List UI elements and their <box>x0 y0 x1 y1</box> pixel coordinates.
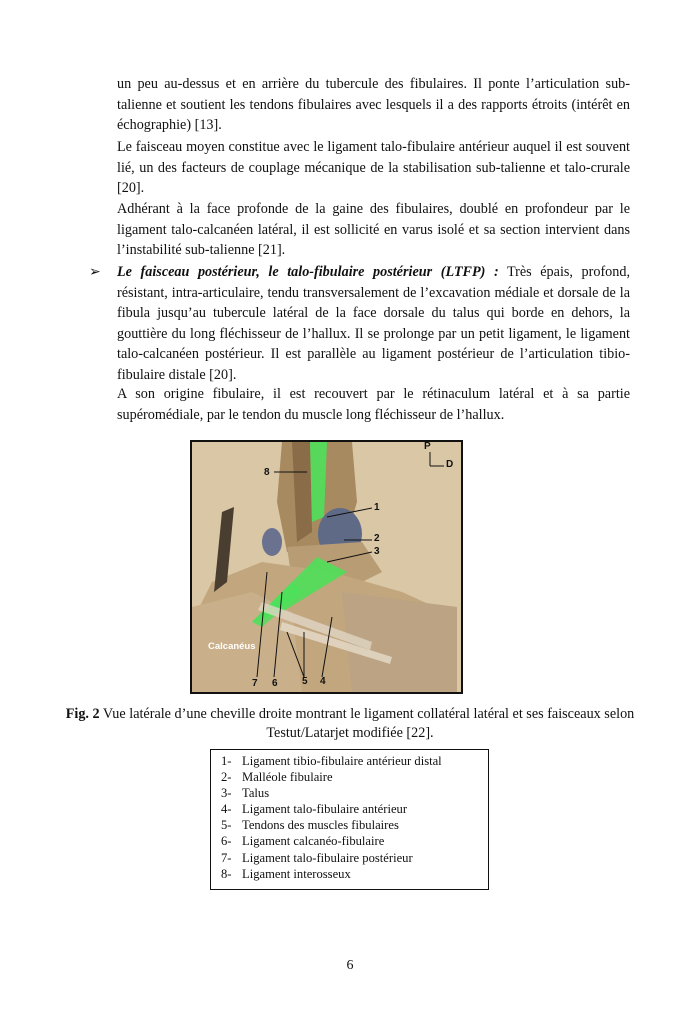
orientation-d-label: D <box>446 459 454 470</box>
figure-legend <box>210 749 489 890</box>
legend-item: 5- Tendons des muscles fibulaires <box>221 818 399 833</box>
legend-item: 7- Ligament talo-fibulaire postérieur <box>221 850 413 865</box>
marker-5: 5 <box>302 676 308 687</box>
marker-6: 6 <box>272 678 278 689</box>
paragraph-followup: A son origine fibulaire, il est recouvert par le rétinaculum latéral et à sa partie supéromédiale, par le tendon du muscle long fléchisseur de l’hallux. <box>117 386 630 423</box>
anatomy-figure <box>190 440 463 694</box>
bullet-text: Très épais, profond, résistant, intra-articulaire, tendu transversalement de l’excavation médiale et dorsale de la fibula jusqu’au tubercule latéral de la face dorsale du talus qui borde en dehors, la gouttière du long fléchisseur de l’hallux. Il se prolonge par un petit ligament, le ligament talo-calcanéen postérieur. Il est parallèle au ligament postérieur de l’articulation tibio-fibulaire distale [20]. <box>117 264 630 383</box>
ankle-illustration <box>192 442 461 692</box>
marker-3: 3 <box>374 546 380 557</box>
legend-item: 6- Ligament calcanéo-fibulaire <box>221 834 385 849</box>
paragraph-2: Le faisceau moyen constitue avec le ligament talo-fibulaire antérieur auquel il est souvent lié, un des facteurs de couplage mécanique de la stabilisation sub-talienne et talo-crurale [20]. <box>117 139 630 196</box>
figure-caption <box>40 705 660 743</box>
legend-item: 4- Ligament talo-fibulaire antérieur <box>221 802 408 817</box>
caption-label: Fig. 2 <box>65 706 100 722</box>
paragraph-3: Adhérant à la face profonde de la gaine des fibulaires, doublé en profondeur par le ligament talo-calcanéen latéral, il est sollicité en varus isolé et sa section intervient dans l’instabilité sub-talienne [21]. <box>117 201 630 258</box>
marker-4: 4 <box>320 676 326 687</box>
page-number: 6 <box>346 958 354 973</box>
bullet-title: Le faisceau postérieur, le talo-fibulaire postérieur (LTFP) : <box>117 264 499 280</box>
legend-item: 8- Ligament interosseux <box>221 866 351 881</box>
marker-8: 8 <box>264 467 270 478</box>
legend-item: 2- Malléole fibulaire <box>221 770 333 785</box>
caption-text: Vue latérale d’une cheville droite montrant le ligament collatéral latéral et ses faisceaux selon Testut/Latarjet modifiée [22]. <box>99 706 635 741</box>
paragraph-1: un peu au-dessus et en arrière du tubercule des fibulaires. Il ponte l’articulation sub-talienne et soutient les tendons fibulaires avec lesquels il a des rapports étroits (intérêt en échographie) [13]. <box>117 76 630 133</box>
marker-7: 7 <box>252 678 258 689</box>
bullet-paragraph <box>117 262 630 385</box>
legend-item: 1- Ligament tibio-fibulaire antérieur distal <box>221 754 442 768</box>
calcaneus-label: Calcanéus <box>208 641 256 652</box>
marker-2: 2 <box>374 533 380 544</box>
legend-item: 3- Talus <box>221 786 270 801</box>
marker-1: 1 <box>374 502 380 513</box>
bullet-arrow-icon: ➢ <box>89 264 101 280</box>
orientation-p-label: P <box>424 441 431 452</box>
